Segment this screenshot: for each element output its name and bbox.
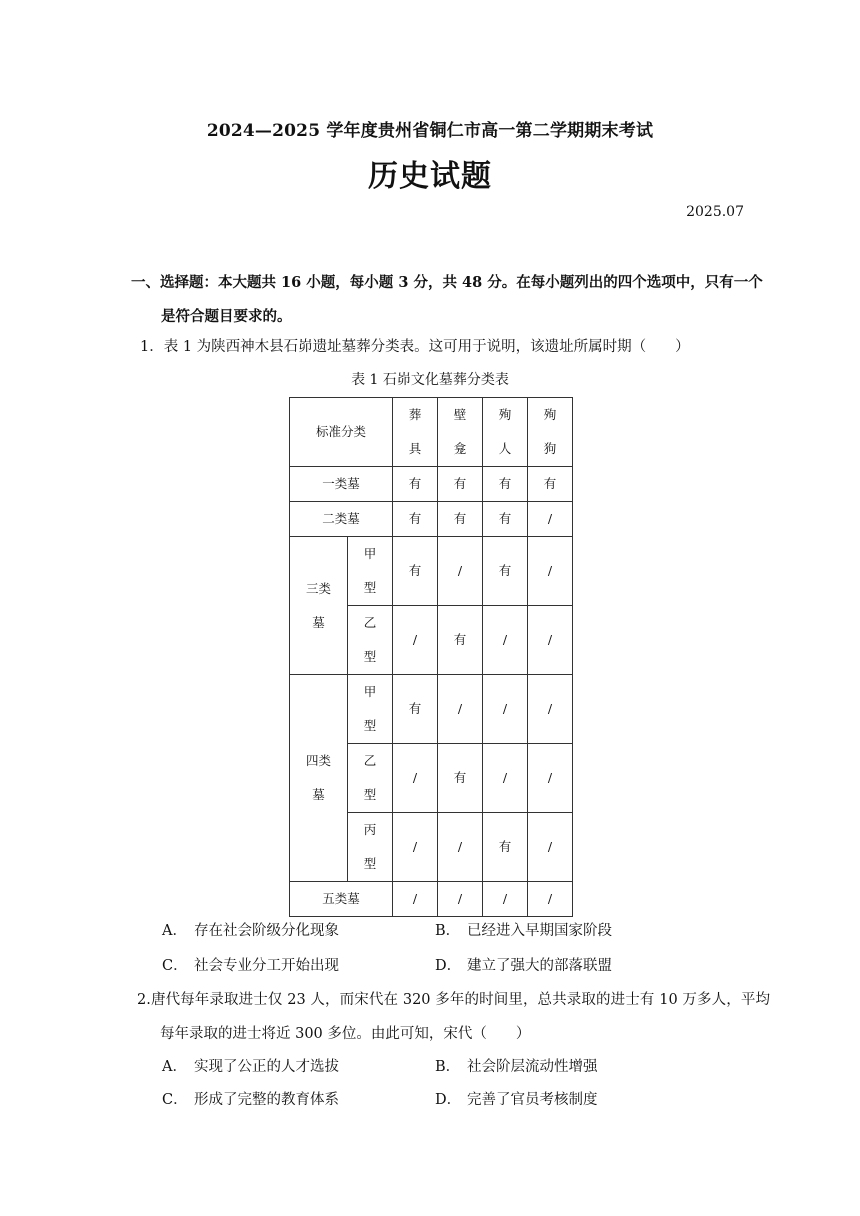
subtype-text: 甲型 [363,684,377,733]
q1-option-c[interactable] [162,954,339,975]
option-text: 实现了公正的人才选拔 [194,1059,339,1075]
table-cell: / [438,537,483,606]
table-cell: 有 [483,813,528,882]
q2-option-b[interactable] [435,1055,598,1076]
table-cell: 有 [438,467,483,502]
column-header-text: 葬具 [408,407,422,456]
table-cell: / [438,882,483,917]
q1-option-b[interactable] [435,919,612,940]
table-cell: / [483,744,528,813]
subtype-text: 乙型 [363,753,377,802]
q2-option-c[interactable] [162,1088,339,1109]
column-header [438,398,483,467]
category-text: 四类墓 [305,753,331,802]
category-cell: 一类墓 [290,467,393,502]
table-cell: 有 [393,675,438,744]
table-cell: / [483,882,528,917]
option-label: C． [162,958,188,974]
option-text: 社会专业分工开始出现 [194,958,339,974]
table-cell: / [528,813,573,882]
option-label: B． [435,1059,461,1075]
table-cell: / [483,606,528,675]
table-row [290,675,573,744]
option-label: A． [162,1059,187,1075]
table-cell: / [393,813,438,882]
option-text: 完善了官员考核制度 [467,1092,598,1108]
q1-option-d[interactable] [435,954,612,975]
option-text: 形成了完整的教育体系 [194,1092,339,1108]
table-cell: / [528,882,573,917]
exam-date: 2025.07 [686,204,744,220]
category-cell: 二类墓 [290,502,393,537]
page-title: 历史试题 [368,159,492,194]
table-cell: 有 [393,537,438,606]
option-label: B． [435,923,461,939]
table-cell: / [438,813,483,882]
option-text: 已经进入早期国家阶段 [467,923,612,939]
category-cell: 五类墓 [290,882,393,917]
question-1-stem: 1．表 1 为陕西神木县石峁遗址墓葬分类表。这可用于说明，该遗址所属时期（ ） [140,339,690,355]
option-text: 存在社会阶级分化现象 [194,923,339,939]
table-header-row [290,398,573,467]
option-text: 建立了强大的部落联盟 [467,958,612,974]
table-cell: 有 [438,502,483,537]
table-caption: 表 1 石峁文化墓葬分类表 [351,372,509,388]
subtype-text: 丙型 [363,822,377,871]
option-label: D． [435,958,462,974]
table-cell: / [393,606,438,675]
table-cell: / [393,882,438,917]
table-cell: 有 [528,467,573,502]
section-heading: 一、选择题：本大题共 16 小题，每小题 3 分，共 48 分。在每小题列出的四个选项中，只有一个是符合题目要求的。 [131,274,763,325]
table-row [290,537,573,606]
table-cell: 有 [483,537,528,606]
table-cell: 有 [483,502,528,537]
column-header [483,398,528,467]
q2-option-a[interactable] [162,1055,339,1076]
table-cell: / [528,744,573,813]
table-cell: / [528,537,573,606]
category-cell [290,537,348,675]
subtype-text: 乙型 [363,615,377,664]
category-text: 三类墓 [305,580,331,630]
table-cell: 有 [438,744,483,813]
table-cell: 有 [483,467,528,502]
table-cell: / [528,502,573,537]
table-cell: / [393,744,438,813]
subtype-cell [348,606,393,675]
table-row [290,502,573,537]
subtype-cell [348,675,393,744]
exam-title: 2024—2025 学年度贵州省铜仁市高一第二学期期末考试 [206,121,654,141]
table-cell: / [528,606,573,675]
q2-option-d[interactable] [435,1088,598,1109]
q1-option-a[interactable] [162,919,339,940]
option-label: A． [162,923,187,939]
table-row [290,467,573,502]
table-cell: 有 [438,606,483,675]
column-header [528,398,573,467]
column-header-text: 殉人 [498,407,512,456]
tomb-classification-table [289,397,573,917]
column-header-text: 殉狗 [543,407,557,456]
option-text: 社会阶层流动性增强 [467,1059,598,1075]
table-row [290,882,573,917]
subtype-cell [348,744,393,813]
option-label: D． [435,1092,462,1108]
subtype-cell [348,537,393,606]
column-header [393,398,438,467]
category-cell [290,675,348,882]
table-cell: 有 [393,467,438,502]
table-cell: / [483,675,528,744]
table-cell: / [528,675,573,744]
option-label: C． [162,1092,188,1108]
table-cell: / [438,675,483,744]
subtype-text: 甲型 [363,546,377,595]
header-label-cell: 标准分类 [290,398,393,467]
column-header-text: 壁龛 [453,407,467,456]
table-cell: 有 [393,502,438,537]
subtype-cell [348,813,393,882]
question-2-stem: 2.唐代每年录取进士仅 23 人，而宋代在 320 多年的时间里，总共录取的进士有 10 万多人，平均每年录取的进士将近 300 多位。由此可知，宋代（ ） [137,992,770,1042]
